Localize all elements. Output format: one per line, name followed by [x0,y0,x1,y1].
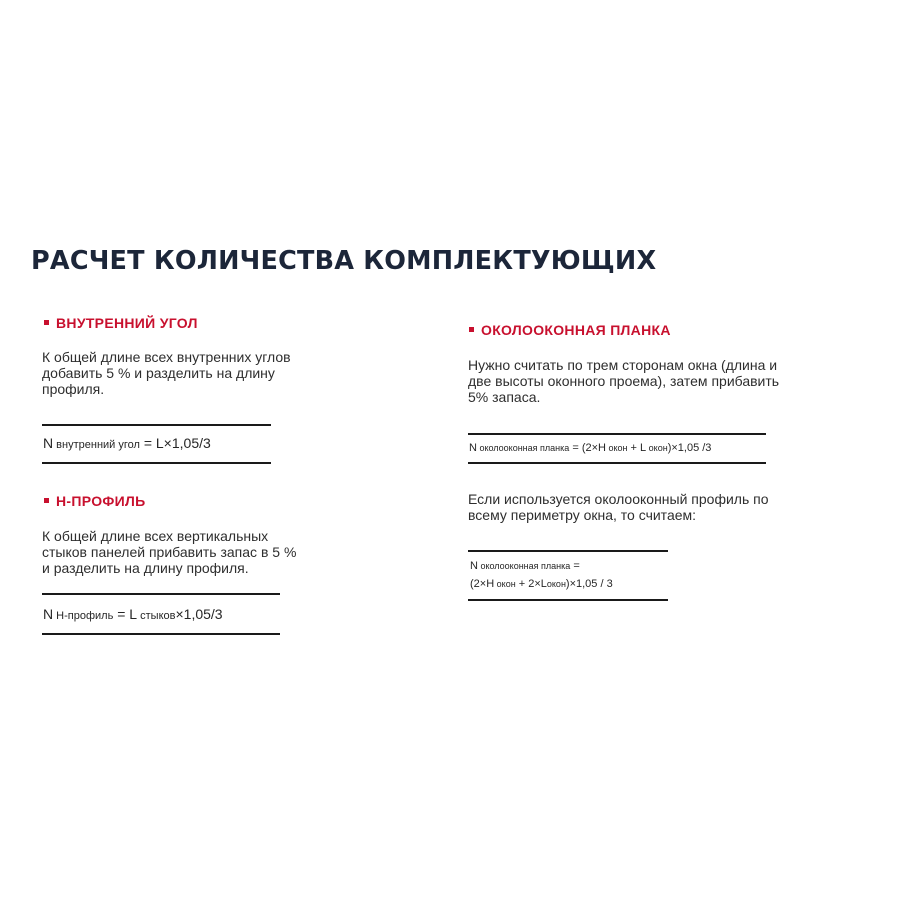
bullet-icon [469,327,474,332]
perimeter-description [468,491,769,523]
formula-rule-bottom [468,599,668,601]
formula-rule-top [468,550,668,552]
bullet-icon [44,498,49,503]
formula-rule-top [42,593,280,595]
formula-rest: ×1,05/3 [175,606,223,622]
formula-rule-top [42,424,271,426]
formula-rest: )×1,05 / 3 [565,578,613,590]
formula-sub: внутренний угол [53,439,140,451]
inner-corner-description [42,349,291,397]
text-line: две высоты оконного проема), затем прибавить [468,373,780,389]
formula-rest: )×1,05 /3 [667,442,712,454]
text-line: Нужно считать по трем сторонам окна (длина и [468,357,778,373]
perimeter-formula-line2 [470,578,613,590]
text-line: всему периметру окна, то считаем: [468,507,697,523]
formula-n: N [469,442,477,454]
formula-part: + 2×L [515,578,547,590]
formula-sub: окон [546,579,566,589]
formula-eq: = L [113,606,138,622]
formula-rule-bottom [42,633,280,635]
formula-sub: стыков [137,610,176,622]
formula-sub: окон [494,579,516,589]
formula-sub: Н-профиль [53,610,114,622]
text-line: профиля. [42,381,105,397]
heading-label: Н-ПРОФИЛЬ [56,493,146,509]
text-line: К общей длине всех внутренних углов [42,349,291,365]
formula-part: = (2×H [569,442,606,454]
section-heading-h-profile [44,493,145,509]
text-line: добавить 5 % и разделить на длину [42,365,275,381]
section-heading-inner-corner [44,315,198,331]
formula-sub: околооконная планка [477,561,571,571]
bullet-icon [44,320,49,325]
formula-sub: окон [605,443,628,453]
window-trim-formula [469,442,711,454]
formula-part: + L [627,442,647,454]
formula-sub: околооконная планка [476,443,570,453]
formula-rule-bottom [42,462,271,464]
formula-rule-top [468,433,766,435]
formula-n: N [43,435,54,451]
formula-sub: окон [646,443,668,453]
formula-rule-bottom [468,462,766,464]
heading-label: ОКОЛООКОННАЯ ПЛАНКА [481,322,671,338]
h-profile-description [42,528,296,576]
text-line: К общей длине всех вертикальных [42,528,269,544]
text-line: Если используется околооконный профиль по [468,491,769,507]
formula-rest: = L×1,05/3 [139,435,211,451]
inner-corner-formula [43,435,211,451]
page-title: РАСЧЕТ КОЛИЧЕСТВА КОМПЛЕКТУЮЩИХ [31,246,657,276]
perimeter-formula-line1 [470,560,580,572]
text-line: и разделить на длину профиля. [42,560,249,576]
formula-rest: = [570,560,580,572]
formula-n: N [43,606,54,622]
heading-label: ВНУТРЕННИЙ УГОЛ [56,315,198,331]
section-heading-window-trim [469,322,671,338]
window-trim-description [468,357,779,405]
text-line: 5% запаса. [468,389,541,405]
formula-n: N [470,560,478,572]
text-line: стыков панелей прибавить запас в 5 % [42,544,297,560]
formula-part: (2×H [470,578,495,590]
h-profile-formula [43,606,223,622]
